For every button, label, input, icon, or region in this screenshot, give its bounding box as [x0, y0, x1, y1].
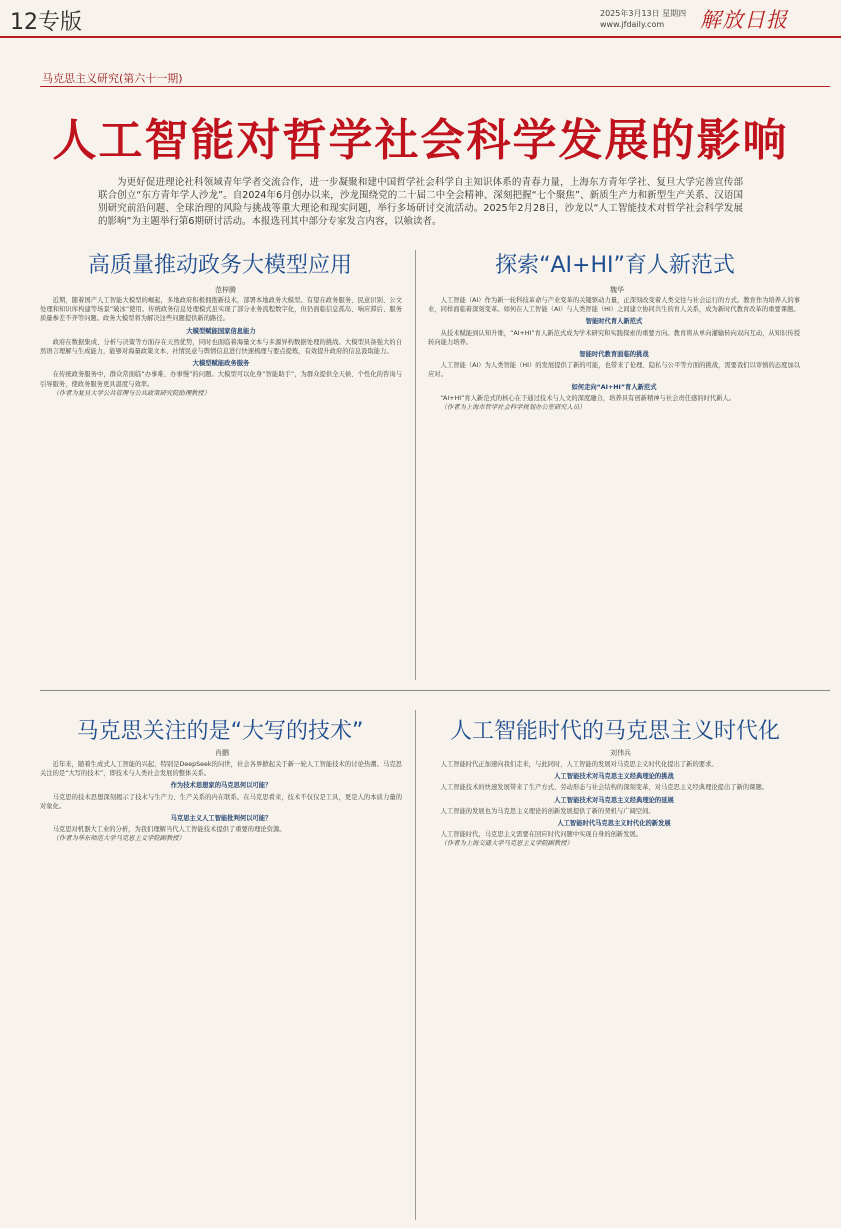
- article-4-para: 人工智能时代正加速向我们走来，与此同时，人工智能的发展对马克思主义时代化提出了新的要求。: [440, 761, 718, 768]
- article-4-subheading: 人工智能技术对马克思主义经典理论的延展: [554, 796, 674, 804]
- article-4-subheading: 人工智能技术对马克思主义经典理论的挑战: [554, 773, 674, 781]
- article-4-para: 人工智能时代，马克思主义需要在回应时代问题中实现自身的创新发展。: [440, 831, 643, 839]
- article-2-para: 人工智能（AI）作为新一轮科技革命与产业变革的关键驱动力量，正深刻改变着人类交往与社会运行的方式。教育作为培养人的事业，同样面临着深刻变革。如何在人工智能（AI）与人类智能（HI）之间建立协同共生的育人关系，成为新时代教育改革的重要课题。: [428, 297, 800, 314]
- article-1-para: 政府在数据集成、分析与决策等方面存在天然优势，同时也面临着海量文本与多源异构数据处理的挑战。大模型具备强大的自然语言理解与生成能力，能够对海量政策文本、社情民意与舆情信息进行快速梳理与要点提炼，有效提升政府的信息汲取能力。: [40, 338, 402, 356]
- article-1-subheading: 大模型赋能政务服务: [192, 360, 250, 368]
- article-2-subheading: 如何走向“AI+HI”育人新范式: [571, 383, 657, 391]
- article-3-subheading: 作为技术思想家的马克思何以可能？: [170, 782, 272, 790]
- top-rule: [0, 36, 841, 38]
- section-divider: [40, 690, 830, 691]
- issue-date: 2025年3月13日 星期四: [600, 9, 687, 18]
- article-1-author-note: （作者为复旦大学公共管理与公共政策研究院助理教授）: [52, 389, 211, 397]
- column-rule: [40, 86, 830, 87]
- column-divider: [415, 250, 416, 680]
- article-2-subheading: 智能时代教育面临的挑战: [579, 351, 649, 359]
- article-3-para: 马克思的技术思想深刻揭示了技术与生产力、生产关系的内在联系。在马克思看来，技术不仅仅是工具，更是人的本质力量的对象化。: [40, 793, 402, 810]
- article-1-subheading: 大模型赋能国家信息能力: [186, 327, 256, 335]
- article-3-title: 马克思关注的是“大写的技术”: [76, 719, 364, 744]
- article-1-para: 在传统政务服务中，群众常面临“办事难、办事慢”的问题。大模型可以化身“智能助手”，为群众提供全天候、个性化的咨询与引导服务，使政务服务更具温度与效率。: [40, 371, 402, 388]
- page-headline: 人工智能对哲学社会科学发展的影响: [52, 115, 789, 166]
- article-4-author-note: （作者为上海交通大学马克思主义学院副教授）: [440, 840, 573, 848]
- article-2-title: 探索“AI+HI”育人新范式: [495, 253, 735, 278]
- intro-paragraph: 为更好促进理论社科领域青年学者交流合作，进一步凝聚和建中国哲学社会科学自主知识体系的青春力量，上海东方青年学社、复旦大学完善宣传部联合创立“东方青年学人沙龙”。自2024年6月创办以来，沙龙围绕党的二十届二中全会精神、深刻把握“七个聚焦”、新质生产力和新型生产关系、汉语国别研究前沿问题、全球治理的风险与挑战等重大理论和现实问题，举行多场研讨交流活动。2025年2月28日，沙龙以“人工智能技术对哲学社会科学发展的影响”为主题举行第6期研讨活动。本报选刊其中部分专家发言内容，以飨读者。: [98, 177, 743, 227]
- article-3-body: [40, 760, 402, 1220]
- article-3-author-note: （作者为华东师范大学马克思主义学院副教授）: [52, 835, 185, 843]
- article-2-para: 人工智能（AI）为人类智能（HI）的发展提供了新的可能，也带来了伦理、隐私与公平等方面的挑战，需要我们以审慎的态度加以应对。: [428, 362, 800, 379]
- article-3-para: 近年来，随着生成式人工智能的兴起，特别是DeepSeek的问世，社会各界掀起关于新一轮人工智能技术的讨论热潮。马克思关注的是“大写的技术”，即技术与人类社会发展的整体关系。: [40, 761, 402, 778]
- article-3-subheading: 马克思主义人工智能批判何以可能？: [170, 815, 272, 823]
- column-divider: [415, 710, 416, 1220]
- article-2-author: 魏华: [610, 286, 624, 294]
- article-2-para: 从技术赋能到认知升维，“AI+HI”育人新范式成为学术研究和实践探索的重要方向。教育将从单向灌输转向双向互动，从知识传授转向能力培养。: [428, 329, 800, 346]
- article-4-author: 刘伟兵: [610, 749, 631, 757]
- article-3-para: 马克思对机器大工业的分析，为我们理解当代人工智能技术提供了重要的理论资源。: [52, 826, 286, 834]
- newspaper-logo: 解放日报: [700, 8, 788, 32]
- article-2-subheading: 智能时代育人新范式: [585, 318, 643, 326]
- article-1-title: 高质量推动政务大模型应用: [87, 253, 352, 278]
- article-4-subheading: 人工智能时代马克思主义时代化的新发展: [557, 820, 671, 828]
- article-4-para: 人工智能的发展也为马克思主义理论的创新发展提供了新的契机与广阔空间。: [440, 807, 655, 815]
- article-1-author: 范梓腾: [215, 286, 236, 294]
- page-number: 12专版: [10, 10, 82, 35]
- article-4-title: 人工智能时代的马克思主义时代化: [449, 719, 780, 744]
- article-2-author-note: （作者为上海市哲学社会科学规划办公室研究人员）: [440, 404, 586, 412]
- masthead: [0, 0, 841, 36]
- column-tag: 马克思主义研究(第六十一期): [42, 72, 183, 85]
- article-2-para: “AI+HI”育人新范式的核心在于通过技术与人文的深度融合，培养具有创新精神与社会责任感的时代新人。: [440, 394, 736, 402]
- article-2-body: [428, 296, 800, 678]
- article-1-para: 近期，随着国产人工智能大模型的崛起，多地政府积极拥抱新技术，部署本地政务大模型。有望在政务服务、民意识别、公文处理和知识库构建等场景“破冰”使用。传统政务信息处理模式虽实现了部分业务流程数字化，但仍面临信息孤岛、响应滞后、服务质量参差不齐等问题。政务大模型将为解决这些问题提供新的路径。: [40, 297, 402, 323]
- article-4-body: [428, 760, 800, 1220]
- article-3-author: 肖鹏: [215, 749, 229, 757]
- site-url[interactable]: www.jfdaily.com: [600, 20, 665, 29]
- article-4-para: 人工智能技术的快速发展带来了生产方式、劳动形态与社会结构的深刻变革，对马克思主义经典理论提出了新的课题。: [440, 784, 769, 792]
- masthead-meta: [600, 8, 686, 30]
- article-1-body: [40, 296, 402, 678]
